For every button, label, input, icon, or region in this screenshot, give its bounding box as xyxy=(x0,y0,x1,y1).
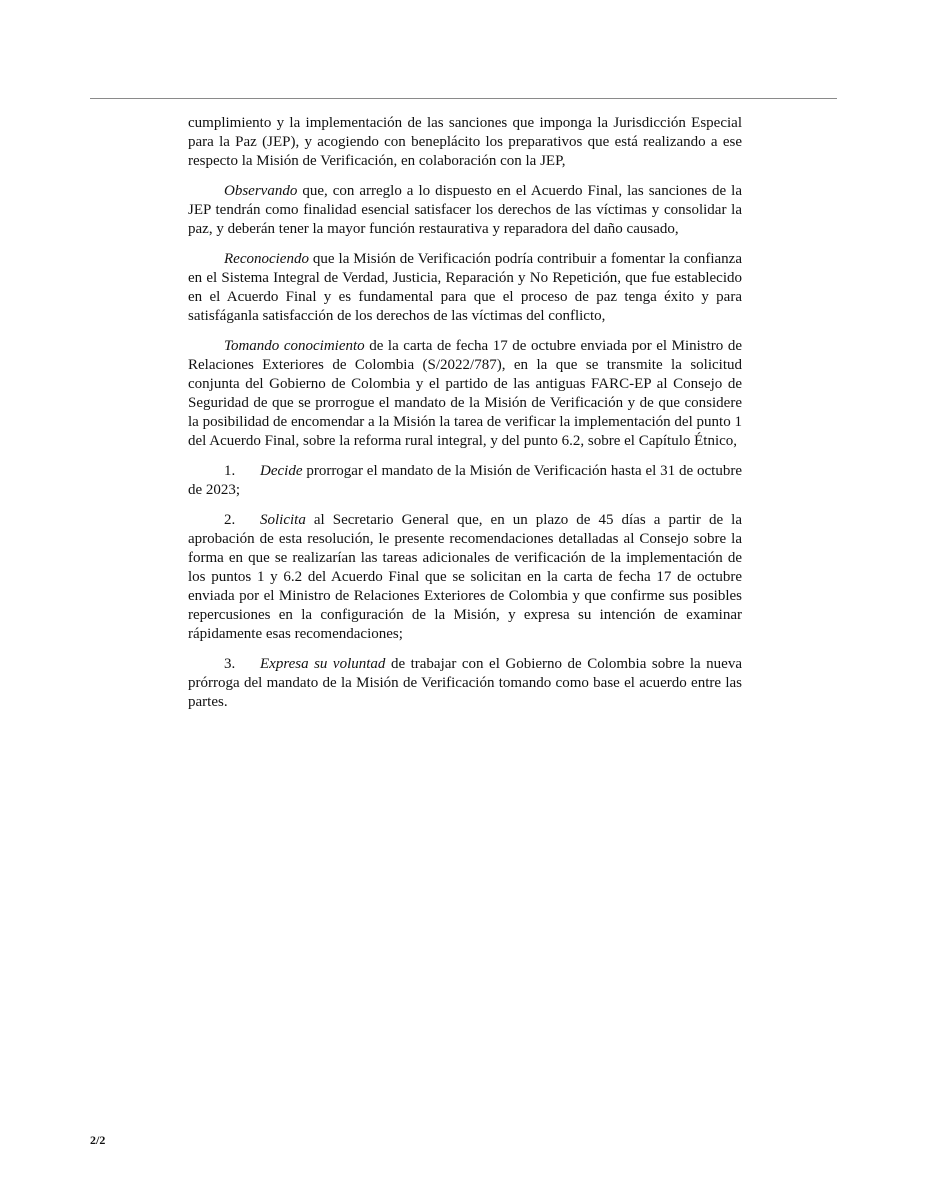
paragraph-number: 2. xyxy=(224,512,236,528)
preamble-paragraph-observando xyxy=(188,182,742,239)
paragraph-text: al Secretario General que, en un plazo de 45 días a partir de la aprobación de esta resolución, le presente recomendaciones detalladas al Consejo sobre la forma en que se realizarían las tareas adicionales de verificación de la implementación de los puntos 1 y 6.2 del Acuerdo Final que se solicitan en la carta de fecha 17 de octubre enviada por el Ministro de Relaciones Exteriores de Colombia y que confirme sus posibles repercusiones en la configuración de la Misión, y expresa su intención de examinar rápidamente esas recomendaciones; xyxy=(188,512,742,642)
paragraph-number: 3. xyxy=(224,656,236,672)
paragraph-text: de trabajar con el Gobierno de Colombia sobre la nueva prórroga del mandato de la Misión de Verificación tomando como base el acuerdo entre las partes. xyxy=(188,656,742,710)
document-body xyxy=(188,114,742,723)
preamble-paragraph-tomando-conocimiento xyxy=(188,337,742,451)
preamble-paragraph-reconociendo xyxy=(188,250,742,326)
header-rule xyxy=(90,98,837,99)
paragraph-lead: Tomando conocimiento xyxy=(224,338,365,354)
paragraph-text: que, con arreglo a lo dispuesto en el Acuerdo Final, las sanciones de la JEP tendrán como finalidad esencial satisfacer los derechos de las víctimas y consolidar la paz, y deberán tener la mayor función restaurativa y reparadora del daño causado, xyxy=(188,183,742,237)
page-number: 2/2 xyxy=(90,1133,106,1147)
paragraph-text: prorrogar el mandato de la Misión de Verificación hasta el 31 de octubre de 2023; xyxy=(188,463,742,498)
paragraph-lead: Observando xyxy=(224,183,298,199)
paragraph-text: cumplimiento y la implementación de las sanciones que imponga la Jurisdicción Especial para la Paz (JEP), y acogiendo con beneplácito los preparativos que está realizando a ese respecto la Misión de Verificación, en colaboración con la JEP, xyxy=(188,115,742,169)
paragraph-text: de la carta de fecha 17 de octubre enviada por el Ministro de Relaciones Exteriores de Colombia (S/2022/787), en la que se transmite la solicitud conjunta del Gobierno de Colombia y el partido de las antiguas FARC-EP al Consejo de Seguridad de que se prorrogue el mandato de la Misión de Verificación y de que considere la posibilidad de encomendar a la Misión la tarea de verificar la implementación del punto 1 del Acuerdo Final, sobre la reforma rural integral, y del punto 6.2, sobre el Capítulo Étnico, xyxy=(188,338,743,449)
operative-paragraph-1 xyxy=(188,462,742,500)
operative-paragraph-3 xyxy=(188,655,742,712)
paragraph-text: que la Misión de Verificación podría contribuir a fomentar la confianza en el Sistema Integral de Verdad, Justicia, Reparación y No Repetición, que fue establecido en el Acuerdo Final y es fundamental para que el proceso de paz tenga éxito y para satisfáganla satisfacción de los derechos de las víctimas del conflicto, xyxy=(188,251,742,324)
paragraph-lead: Solicita xyxy=(260,512,306,528)
paragraph-lead: Decide xyxy=(260,463,303,479)
paragraph-number: 1. xyxy=(224,463,236,479)
preamble-paragraph-continued xyxy=(188,114,742,171)
paragraph-lead: Expresa su voluntad xyxy=(260,656,386,672)
paragraph-lead: Reconociendo xyxy=(224,251,309,267)
operative-paragraph-2 xyxy=(188,511,742,644)
